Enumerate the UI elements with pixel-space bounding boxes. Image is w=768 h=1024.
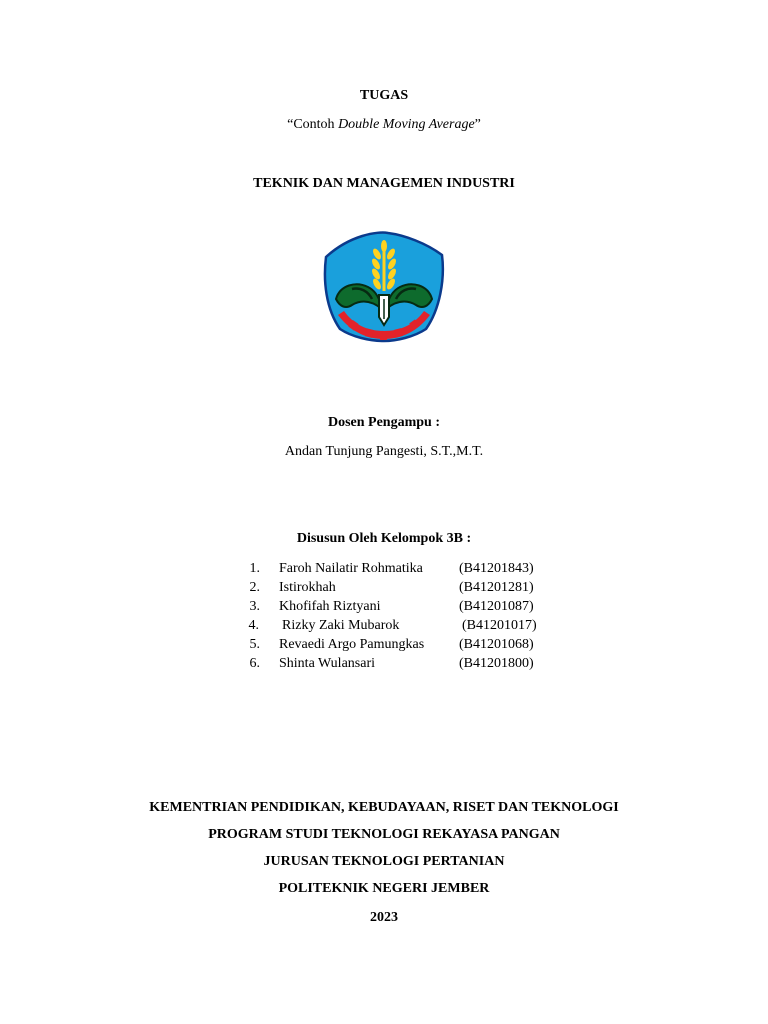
lecturer-name: Andan Tunjung Pangesti, S.T.,M.T. <box>284 444 484 459</box>
course-name: TEKNIK DAN MANAGEMEN INDUSTRI <box>253 176 515 191</box>
department-name: JURUSAN TEKNOLOGI PERTANIAN <box>263 854 505 869</box>
list-item <box>0 578 768 597</box>
lecturer-label: Dosen Pengampu : <box>327 415 440 430</box>
member-nim: (B41201281) <box>459 580 534 595</box>
member-number: 5. <box>249 637 260 652</box>
member-nim: (B41201017) <box>462 618 537 633</box>
member-name: Faroh Nailatir Rohmatika <box>279 561 423 576</box>
list-item <box>0 559 768 578</box>
member-name: Rizky Zaki Mubarok <box>282 618 400 633</box>
year: 2023 <box>370 910 398 925</box>
member-name: Istirokhah <box>279 580 336 595</box>
member-name: Khofifah Riztyani <box>279 599 381 614</box>
study-program: PROGRAM STUDI TEKNOLOGI REKAYASA PANGAN <box>208 827 560 842</box>
subtitle-close: ” <box>474 117 481 132</box>
member-nim: (B41201843) <box>459 561 534 576</box>
group-label: Disusun Oleh Kelompok 3B : <box>296 531 472 546</box>
document-subtitle <box>0 116 768 134</box>
member-nim: (B41201068) <box>459 637 534 652</box>
list-item <box>0 616 768 635</box>
member-nim: (B41201800) <box>459 656 534 671</box>
member-number: 2. <box>249 580 260 595</box>
subtitle-method: Double Moving Average <box>338 117 475 132</box>
list-item <box>0 654 768 673</box>
document-title: TUGAS <box>359 88 409 103</box>
member-number: 1. <box>249 561 260 576</box>
member-number: 4. <box>248 618 259 633</box>
member-name: Revaedi Argo Pamungkas <box>279 637 425 652</box>
list-item <box>0 597 768 616</box>
member-number: 6. <box>249 656 260 671</box>
member-nim: (B41201087) <box>459 599 534 614</box>
list-item <box>0 635 768 654</box>
member-number: 3. <box>249 599 260 614</box>
pen-icon <box>379 295 389 325</box>
polije-logo-icon <box>322 229 446 343</box>
member-name: Shinta Wulansari <box>279 656 375 671</box>
ministry-name: KEMENTRIAN PENDIDIKAN, KEBUDAYAAN, RISET DAN TEKNOLOGI <box>149 800 619 815</box>
subtitle-open: “Contoh <box>287 117 339 132</box>
institution-name: POLITEKNIK NEGERI JEMBER <box>278 881 490 896</box>
